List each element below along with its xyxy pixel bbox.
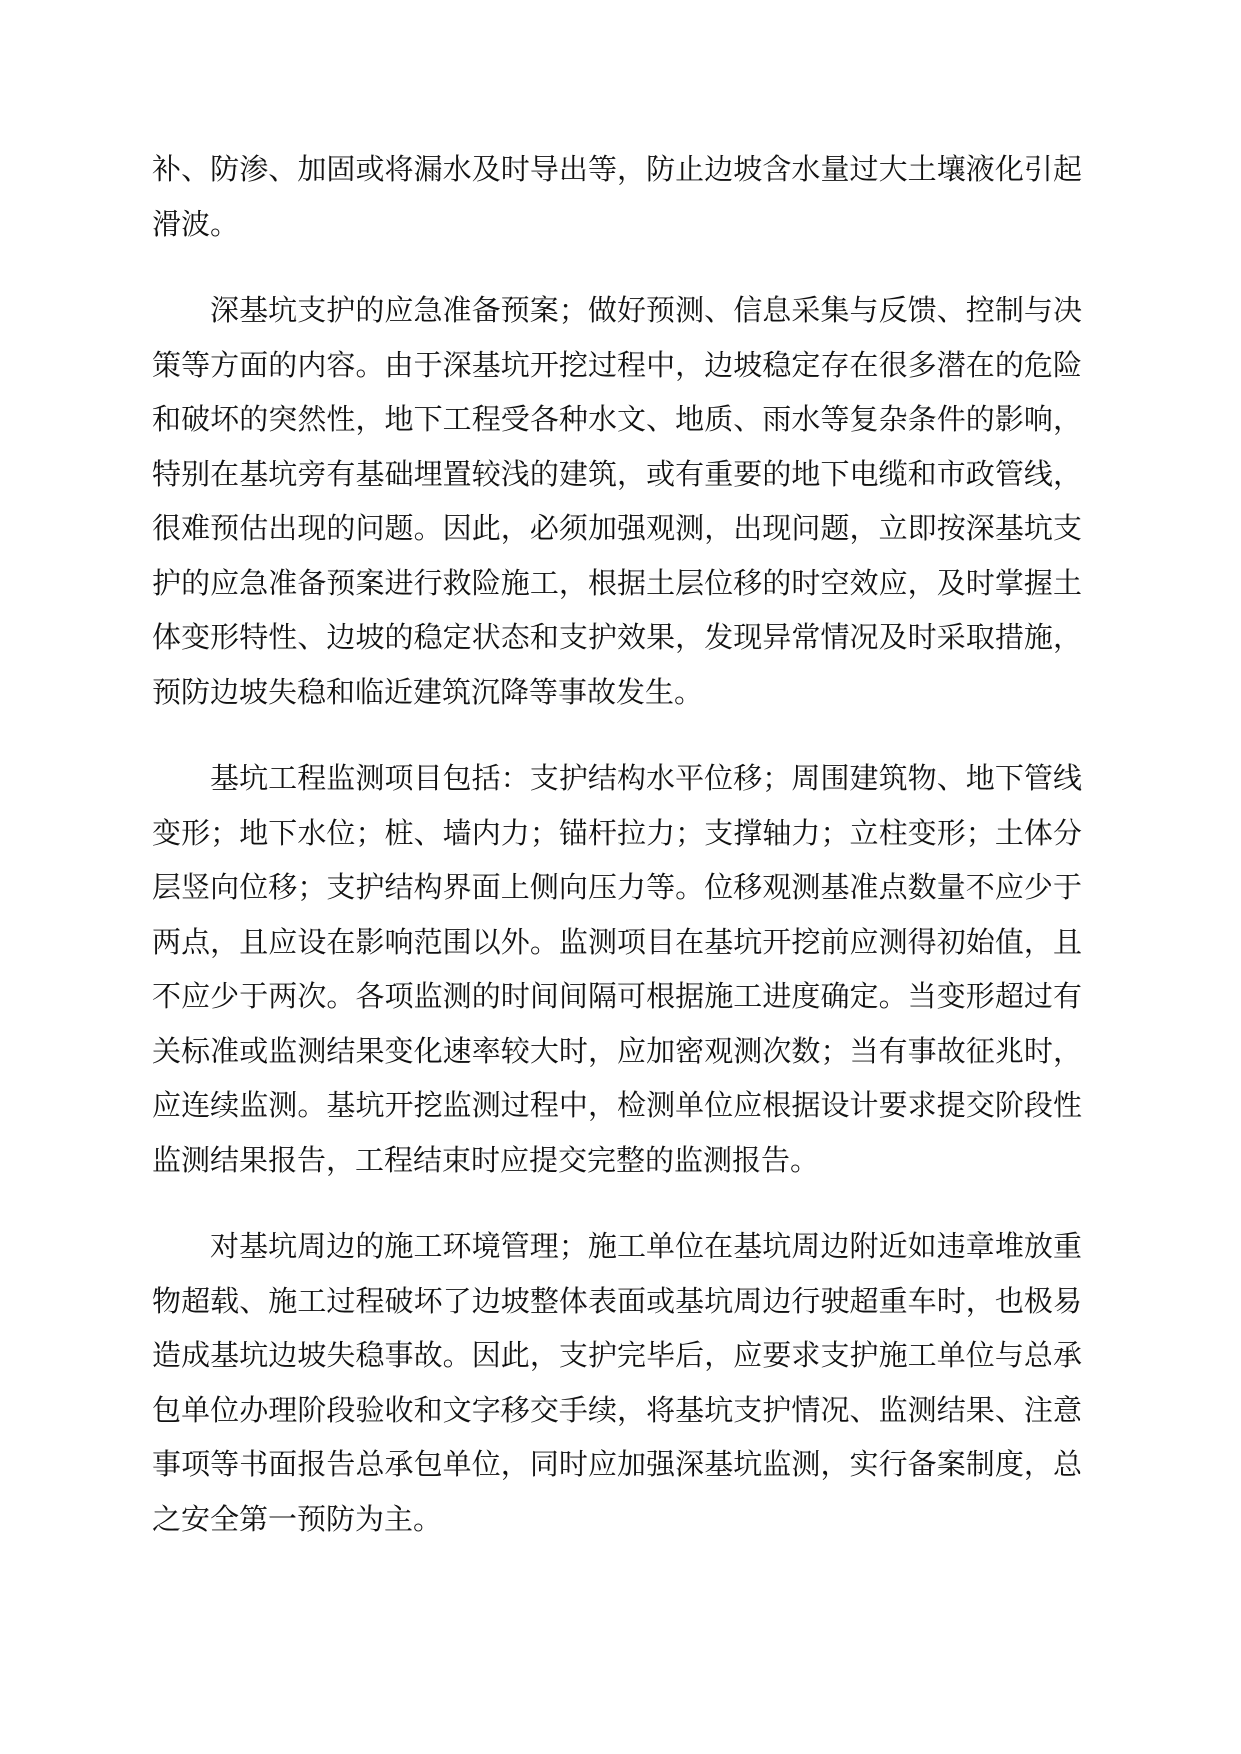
paragraph-emergency-plan: 深基坑支护的应急准备预案；做好预测、信息采集与反馈、控制与决策等方面的内容。由于深基坑开挖过程中，边坡稳定存在很多潜在的危险和破坏的突然性，地下工程受各种水文、地质、雨水等复杂条件的影响，特别在基坑旁有基础埋置较浅的建筑，或有重要的地下电缆和市政管线，很难预估出现的问题。因此，必须加强观测，出现问题，立即按深基坑支护的应急准备预案进行救险施工，根据土层位移的时空效应，及时掌握土体变形特性、边坡的稳定状态和支护效果，发现异常情况及时采取措施，预防边坡失稳和临近建筑沉降等事故发生。 xyxy=(152,293,1082,709)
paragraph-monitoring-items: 基坑工程监测项目包括：支护结构水平位移；周围建筑物、地下管线变形；地下水位；桩、墙内力；锚杆拉力；支撑轴力；立柱变形；土体分层竖向位移；支护结构界面上侧向压力等。位移观测基准点数量不应少于两点，且应设在影响范围以外。监测项目在基坑开挖前应测得初始值，且不应少于两次。各项监测的时间间隔可根据施工进度确定。当变形超过有关标准或监测结果变化速率较大时，应加密观测次数；当有事故征兆时，应连续监测。基坑开挖监测过程中，检测单位应根据设计要求提交阶段性监测结果报告，工程结束时应提交完整的监测报告。 xyxy=(152,761,1082,1177)
paragraph-environment-management: 对基坑周边的施工环境管理；施工单位在基坑周边附近如违章堆放重物超载、施工过程破坏了边坡整体表面或基坑周边行驶超重车时，也极易造成基坑边坡失稳事故。因此，支护完毕后，应要求支护施工单位与总承包单位办理阶段验收和文字移交手续，将基坑支护情况、监测结果、注意事项等书面报告总承包单位，同时应加强深基坑监测，实行备案制度，总之安全第一预防为主。 xyxy=(152,1229,1082,1536)
document-body xyxy=(152,142,1082,1578)
paragraph-continuation: 补、防渗、加固或将漏水及时导出等，防止边坡含水量过大土壤液化引起滑波。 xyxy=(152,152,1082,241)
